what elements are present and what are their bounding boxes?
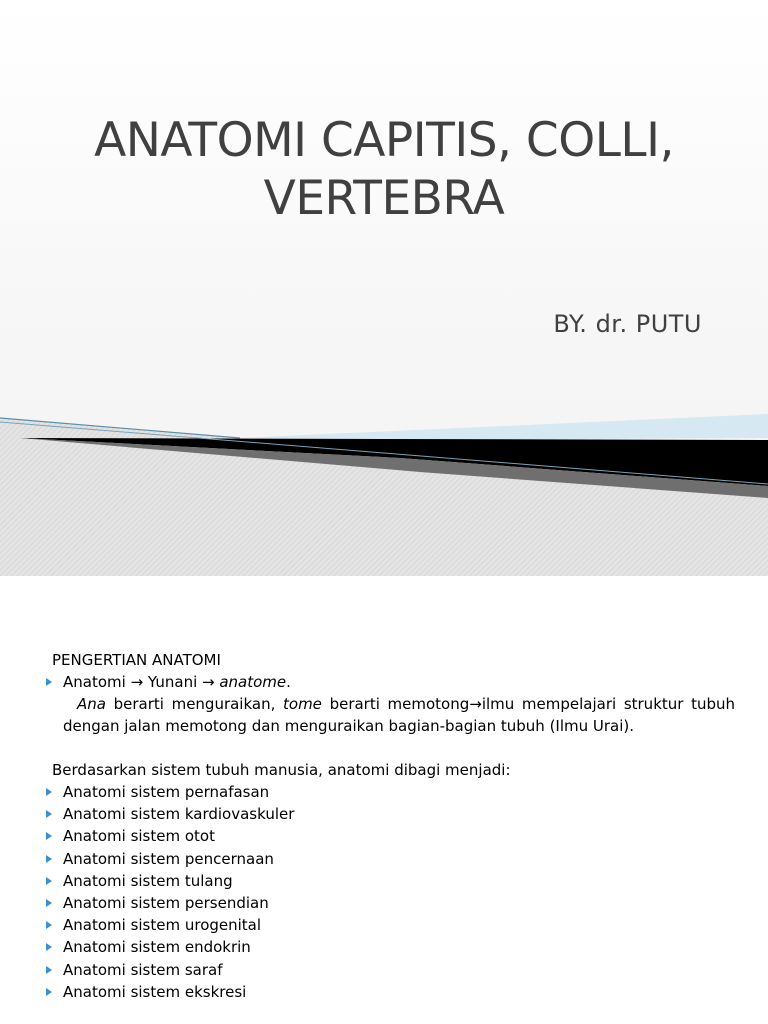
bullet-arrow-icon [46, 943, 52, 951]
content-body [45, 649, 735, 1003]
definition-part2: berarti memotong [321, 695, 470, 713]
list-item [45, 914, 735, 936]
list-item-label: Anatomi sistem otot [63, 827, 215, 846]
bullet-arrow-icon [46, 855, 52, 863]
definition-part3: ilmu mempelajari struktur tubuh dengan jalan memotong dan menguraikan bagian-bagian tubuh (Ilmu Urai). [63, 695, 735, 735]
bullet-arrow-icon [46, 988, 52, 996]
bullet-arrow-icon [46, 832, 52, 840]
bullet-arrow-icon [46, 678, 52, 686]
right-arrow-icon: → [130, 673, 144, 691]
list-item-label: Anatomi sistem saraf [63, 960, 223, 979]
list-item-label: Anatomi sistem pernafasan [63, 783, 270, 801]
list-item [45, 936, 735, 958]
list-intro: Berdasarkan sistem tubuh manusia, anatomi dibagi menjadi: [52, 761, 511, 779]
term-tome: tome [283, 695, 322, 713]
list-item [45, 803, 735, 825]
list-item-label: Anatomi sistem ekskresi [63, 982, 247, 1001]
bullet-arrow-icon [46, 921, 52, 929]
list-item-label: Anatomi sistem endokrin [63, 938, 251, 957]
intro-suffix: . [286, 673, 291, 691]
right-arrow-icon: → [469, 695, 482, 713]
bullet-arrow-icon [46, 899, 52, 907]
list-item-label: Anatomi sistem kardiovaskuler [63, 805, 295, 824]
slide-title-line2: VERTEBRA [263, 171, 505, 226]
bullet-arrow-icon [46, 810, 52, 818]
list-item [45, 781, 735, 803]
bullet-arrow-icon [46, 877, 52, 885]
right-arrow-icon: → [202, 673, 215, 691]
section-heading: PENGERTIAN ANATOMI [52, 651, 221, 669]
list-item [45, 870, 735, 892]
list-item-label: Anatomi sistem pencernaan [63, 849, 274, 868]
content-slide [0, 576, 768, 1024]
bullet-arrow-icon [46, 788, 52, 796]
list-item [45, 848, 735, 870]
definition-paragraph [45, 693, 735, 737]
intro-prefix: Anatomi [63, 673, 131, 691]
intro-middle: Yunani [143, 673, 203, 691]
slide-title [30, 112, 738, 228]
intro-italic-term: anatome [214, 673, 287, 691]
bullet-arrow-icon [46, 966, 52, 974]
intro-bullet [45, 671, 735, 693]
slide-subtitle: BY. dr. PUTU [553, 310, 702, 338]
list-item [45, 892, 735, 914]
list-item-label: Anatomi sistem persendian [63, 894, 269, 913]
anatomy-system-list [45, 781, 735, 1003]
list-item-label: Anatomi sistem tulang [63, 871, 233, 890]
decorative-swoosh [0, 400, 768, 576]
list-item-label: Anatomi sistem urogenital [63, 916, 262, 935]
light-blue-wedge [240, 414, 768, 440]
list-item [45, 959, 735, 981]
term-ana: Ana [77, 695, 106, 713]
slide-title-line1: ANATOMI CAPITIS, COLLI, [94, 113, 674, 168]
definition-part1: berarti menguraikan, [105, 695, 284, 713]
list-item [45, 825, 735, 847]
list-item [45, 981, 735, 1003]
